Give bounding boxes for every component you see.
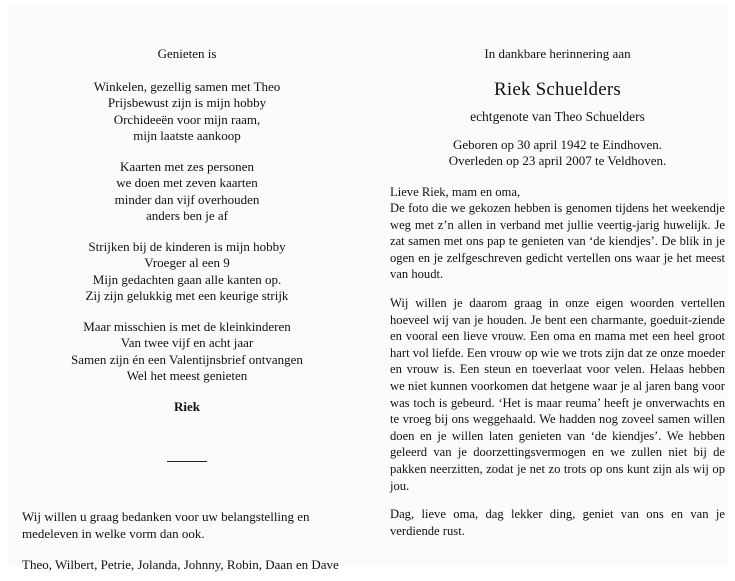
poem-line: Mijn gedachten gaan alle kanten op. — [92, 271, 282, 287]
card-fold — [374, 6, 375, 581]
right-page — [390, 46, 725, 551]
thanks-text: Wij willen u graag bedanken voor uw belangstelling en medeleven in welke vorm dan ook. — [22, 509, 310, 541]
greeting: Lieve Riek, mam en oma, — [390, 184, 521, 199]
poem-line: Kaarten met zes personen — [120, 158, 254, 174]
poem-stanza-3 — [22, 239, 352, 305]
poem-line: minder dan vijf overhouden — [114, 191, 260, 207]
poem-stanza-1 — [22, 79, 352, 145]
death-date: Overleden op 23 april 2007 te Veldhoven. — [448, 153, 667, 168]
poem-stanza-2 — [22, 159, 352, 225]
message-paragraph-3: Dag, lieve oma, dag lekker ding, geniet van ons en van je verdiende rust. — [390, 507, 725, 538]
message-paragraph-2: Wij willen je daarom graag in onze eigen woorden vertellen hoeveel wij van je houden. Je bent een charmante, goeduit-ziende en vooral een lieve vrouw. Een oma en mama met een heel groot hart vol liefde. Een vrouw op wie we trots zijn dat ze onze moeder en vrouw is. Een steun en toeverlaat voor velen. Helaas hebben we niet kunnen voorkomen dat hetgene waar je al jaren bang voor was toch is gebeurd. ‘Het is maar reuma’ heeft je onverwachts en te vroeg bij ons weggehaald. We hadden nog zoveel samen willen doen en je willen laten genieten van ‘de kiendjes’. We hebben geleerd van je doorzettingsvermogen en we zullen niet bij de pakken neerzitten, zodat je net zo trots op ons kunt zijn als wij op jou. — [390, 296, 726, 493]
birth-date: Geboren op 30 april 1942 te Eindhoven. — [452, 136, 663, 152]
divider-line — [167, 461, 207, 462]
left-page — [22, 46, 352, 573]
deceased-name: Riek Schuelders — [493, 78, 621, 100]
life-dates — [390, 137, 725, 170]
family-names: Theo, Wilbert, Petrie, Jolanda, Johnny, Robin, Daan en Dave — [22, 557, 339, 572]
poem-stanza-4 — [22, 319, 352, 385]
poem-line: mijn laatste aankoop — [133, 128, 241, 143]
spouse-line: echtgenote van Theo Schuelders — [470, 108, 645, 124]
poem-line: Samen zijn én een Valentijnsbrief ontvangen — [71, 351, 303, 367]
poem-signature: Riek — [174, 398, 200, 414]
paragraph-text: De foto die we gekozen hebben is genomen tijdens het weekendje weg met z’n allen in verband met jullie veertig-jarig huwelijk. Je zat samen met ons pap te genieten van ‘de kiendjes’. De blik in je ogen en je zelfgeschreven gedicht vertellen ons waar je het meest van houdt. — [390, 201, 725, 282]
poem-line: Maar misschien is met de kleinkinderen — [83, 318, 291, 334]
intro-text: In dankbare herinnering aan — [484, 46, 631, 61]
poem-line: Orchideeën voor mijn raam, — [113, 111, 261, 127]
poem-line: Vroeger al een 9 — [144, 255, 230, 270]
memorial-card — [8, 6, 728, 572]
poem-line: Wel het meest genieten — [126, 368, 248, 383]
poem-line: we doen met zeven kaarten — [116, 175, 258, 190]
poem-line: Prijsbewust zijn is mijn hobby — [107, 95, 267, 110]
poem-line: Winkelen, gezellig samen met Theo — [93, 78, 281, 94]
poem-line: Zij zijn gelukkig met een keurige strijk — [85, 288, 289, 303]
poem-line: Strijken bij de kinderen is mijn hobby — [88, 238, 286, 254]
poem-line: anders ben je af — [146, 208, 228, 223]
poem-line: Van twee vijf en acht jaar — [120, 335, 254, 350]
poem-title: Genieten is — [157, 46, 217, 61]
message-paragraph-1 — [390, 184, 725, 284]
